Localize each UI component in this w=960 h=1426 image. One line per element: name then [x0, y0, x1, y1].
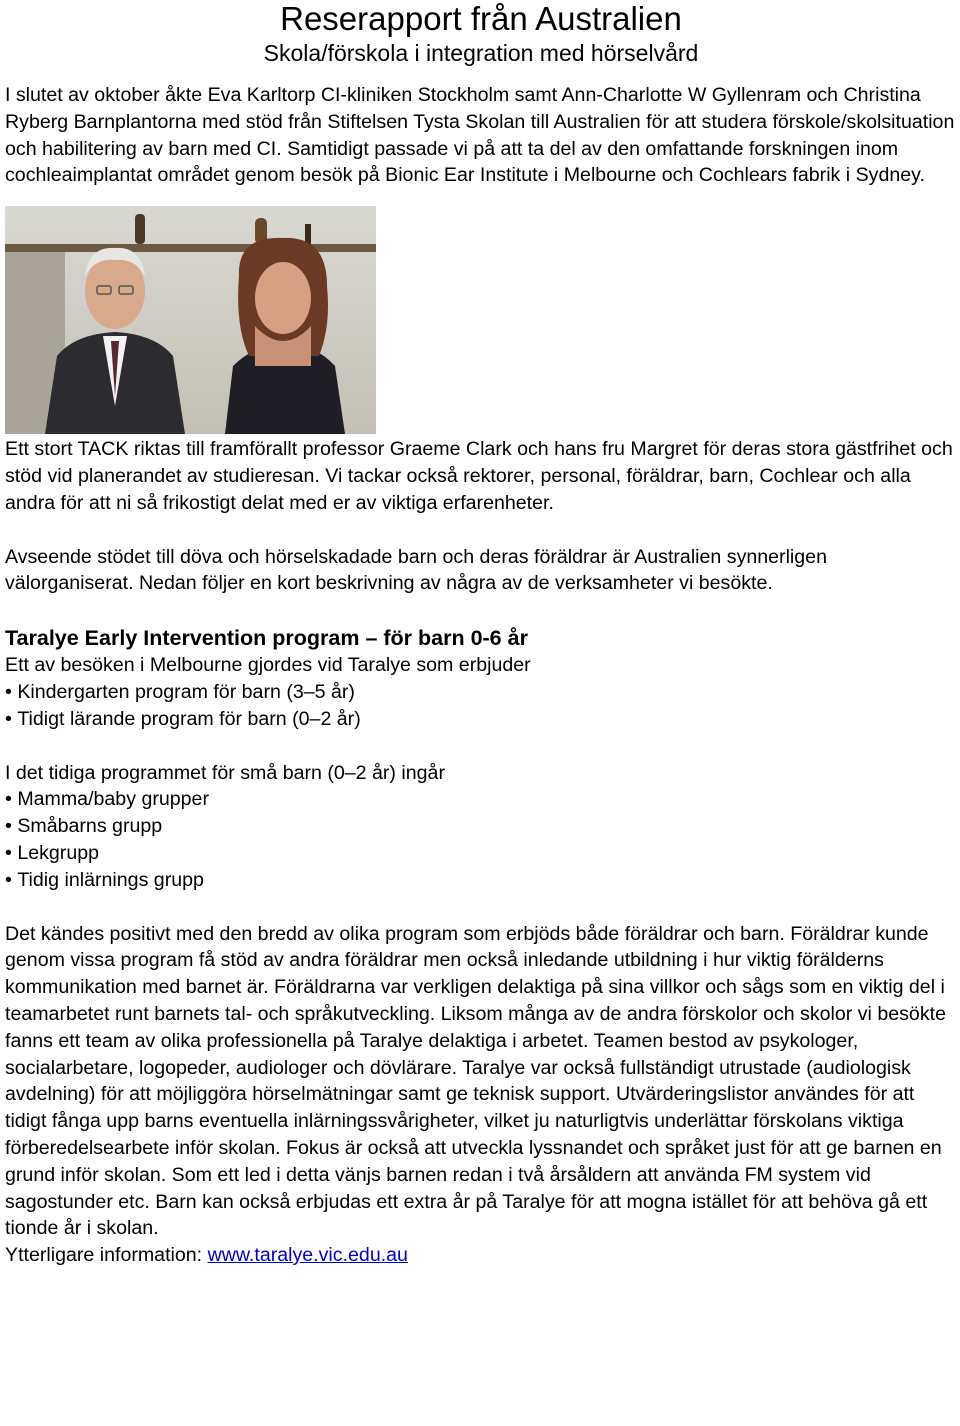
- taralye-website-link[interactable]: www.taralye.vic.edu.au: [207, 1244, 408, 1267]
- list-item: • Tidig inlärnings grupp: [5, 867, 957, 894]
- programs-list: [5, 679, 957, 733]
- list-item: • Kindergarten program för barn (3–5 år): [5, 679, 957, 706]
- thanks-paragraph: Ett stort TACK riktas till framförallt professor Graeme Clark och hans fru Margret för deras stora gästfrihet och stöd vid planerandet av studieresan. Vi tackar också rektorer, personal, föräldrar, barn, Cochlear och alla andra för att ni så frikostigt delat med er av viktiga erfarenheter.: [5, 438, 953, 514]
- groups-list: [5, 786, 957, 893]
- list-item: • Lekgrupp: [5, 840, 957, 867]
- list-item: • Småbarns grupp: [5, 813, 957, 840]
- page-subtitle: Skola/förskola i integration med hörselvård: [263, 40, 699, 66]
- early-program-intro: I det tidiga programmet för små barn (0–2 år) ingår: [5, 761, 445, 784]
- intro-paragraph: I slutet av oktober åkte Eva Karltorp CI-kliniken Stockholm samt Ann-Charlotte W Gyllenram och Christina Ryberg Barnplantorna med stöd från Stiftelsen Tysta Skolan till Australien för att studera förskole/skolsituation och habilitering av barn med CI. Samtidigt passade vi på att ta del av den omfattande forskningen inom cochleaimplantat området genom besök på Bionic Ear Institute i Melbourne och Cochlears fabrik i Sydney.: [5, 84, 955, 187]
- body-paragraph: Det kändes positivt med den bredd av olika program som erbjöds både föräldrar och barn. Föräldrar kunde genom vissa program få stöd av andra föräldrar men också inledande utbildning i hur viktig förälderns kommunikation med barnet är. Föräldrarna var verkligen delaktiga på sina villkor och sågs som en viktig del i teamarbetet runt barnets tal- och språkutveckling. Liksom många av de andra förskolor och skolor vi besökte fanns ett team av olika professionella på Taralye delaktiga i arbetet. Teamen bestod av psykologer, socialarbetare, logopeder, audiologer och dövlärare. Taralye var också fullständigt utrustade (audiologisk avdelning) för att möjliggöra hörselmätningar samt ge teknisk support. Utvärderingslistor användes för att tidigt fånga upp barns eventuella inlärningssvårigheter, vilket ju naturligtvis underlättar förskolans viktiga förberedelsearbete inför skolan. Fokus är också att utveckla lyssnandet och språket just för att ge barnen en grund inför skolan. Som ett led i detta vänjs barnen redan i två årsåldern att använda FM system vid sagostunder etc. Barn kan också erbjudas ett extra år på Taralye för att mogna istället för att behöva gå ett tionde år i skolan.: [5, 922, 946, 1240]
- more-info-line: [5, 1242, 957, 1269]
- photo-clark-couple: [5, 206, 376, 434]
- visit-intro: Ett av besöken i Melbourne gjordes vid Taralye som erbjuder: [5, 654, 531, 677]
- section-heading-taralye: Taralye Early Intervention program – för barn 0-6 år: [5, 626, 528, 651]
- photo-illustration: [5, 206, 376, 434]
- page-title: Reserapport från Australien: [280, 0, 682, 37]
- list-item: • Tidigt lärande program för barn (0–2 år): [5, 706, 957, 733]
- support-paragraph: Avseende stödet till döva och hörselskadade barn och deras föräldrar är Australien synnerligen välorganiserat. Nedan följer en kort beskrivning av några av de verksamheter vi besökte.: [5, 545, 827, 595]
- more-info-label: Ytterligare information:: [5, 1244, 208, 1267]
- list-item: • Mamma/baby grupper: [5, 786, 957, 813]
- document-page: [5, 0, 957, 1269]
